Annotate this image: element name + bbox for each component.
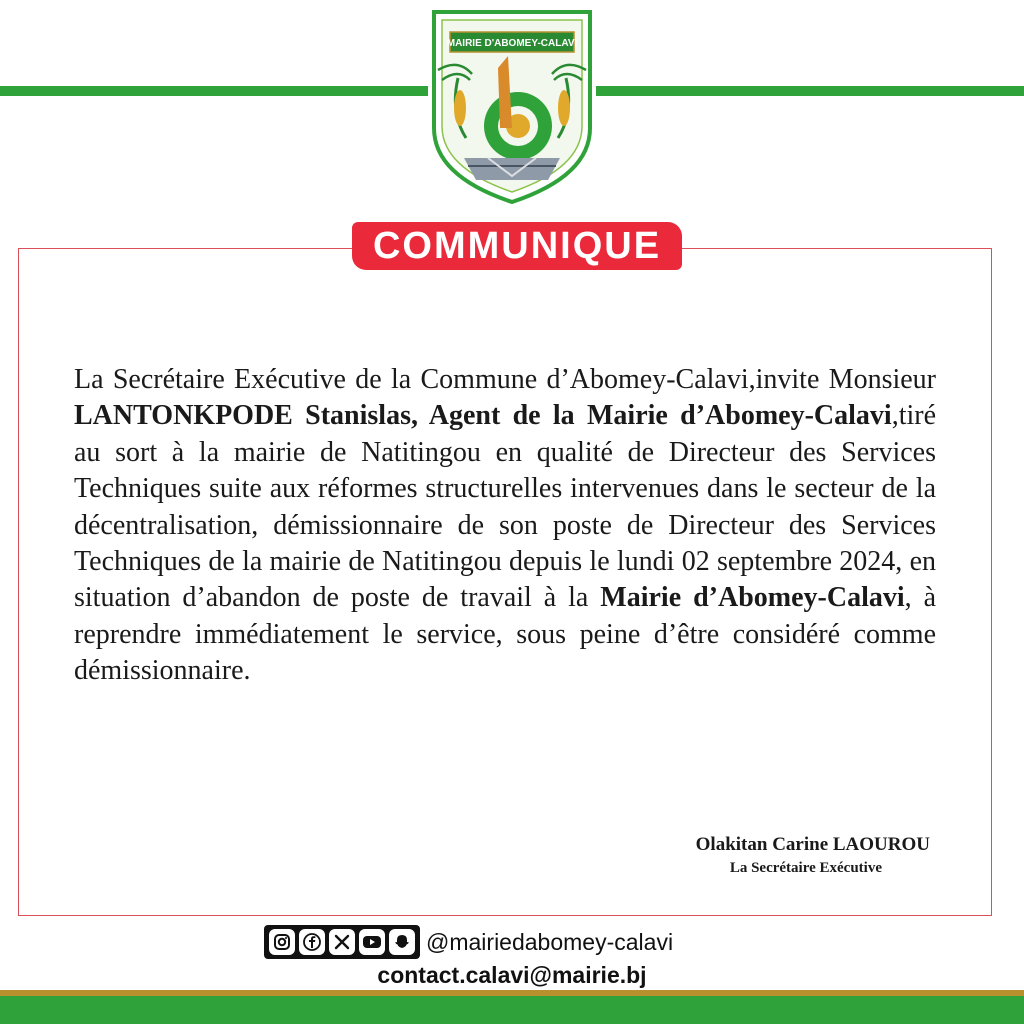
- crest-logo: [428, 8, 596, 208]
- contact-email[interactable]: contact.calavi@mairie.bj: [377, 962, 647, 988]
- instagram-icon[interactable]: [269, 929, 295, 955]
- crest-banner-text: MAIRIE D'ABOMEY-CALAVI: [446, 38, 578, 49]
- communique-body: [74, 362, 936, 690]
- snapchat-icon[interactable]: [389, 929, 415, 955]
- social-icons: [264, 925, 420, 959]
- youtube-icon[interactable]: [359, 929, 385, 955]
- facebook-icon[interactable]: [299, 929, 325, 955]
- social-bar: [264, 920, 744, 964]
- body-text-1: La Secrétaire Exécutive de la Commune d’Abomey-Calavi,invite Monsieur: [74, 364, 936, 395]
- body-text-2: ,tiré au sort à la mairie de Natitingou en qualité de Directeur des Services Techniques suite aux réformes structurelles intervenues dans le secteur de la décentralisation, démissionnaire de son poste de Directeur des Services Techniques de la mairie de Natitingou depuis le lundi 02 septembre 2024, en situation d’abandon de poste de travail à la: [74, 400, 936, 614]
- signatory-name: Olakitan Carine LAOUROU: [695, 834, 930, 855]
- body-bold-2: Mairie d’Abomey-Calavi: [600, 582, 905, 614]
- crest-emblem: [428, 8, 596, 208]
- footer-green-band: [0, 996, 1024, 1024]
- signatory-role: La Secrétaire Exécutive: [729, 860, 882, 876]
- x-icon[interactable]: [329, 929, 355, 955]
- body-text-3: , à reprendre immédiatement le service, sous peine d’être considéré comme démissionnaire.: [74, 582, 937, 687]
- signature-block: [600, 832, 930, 878]
- social-handle[interactable]: @mairiedabomey-calavi: [426, 928, 674, 955]
- communique-title-badge: [352, 222, 682, 270]
- body-bold-1: LANTONKPODE Stanislas, Agent de la Mairie d’Abomey-Calavi: [74, 400, 892, 432]
- communique-title: COMMUNIQUE: [372, 224, 662, 267]
